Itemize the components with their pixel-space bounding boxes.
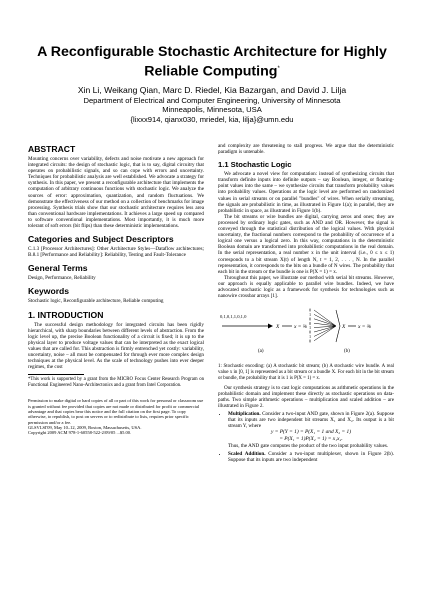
footnote <box>28 377 204 388</box>
multiplication-label: Multiplication. <box>228 410 261 417</box>
scaled-addition-label: Scaled Addition. <box>228 451 266 458</box>
bundle-bit-label: 0 <box>309 307 312 313</box>
figure-1 <box>218 302 394 362</box>
bundle-bit-label: 1 <box>309 334 312 340</box>
author-block <box>30 86 394 124</box>
copyright-block <box>28 398 204 435</box>
scaled-addition-text: Consider a two-input multiplexer, shown in Figure 2(b). Suppose that its inputs are two independent <box>228 451 394 464</box>
paper-title <box>30 44 394 81</box>
section-1-1-heading: 1.1 Stochastic Logic <box>218 160 292 170</box>
bundle-bit-label: 0 <box>309 320 312 326</box>
section-1-1-para-4: Our synthesis strategy is to cast logic computations as arithmetic operations in the probabilistic domain and implement these directly as stochastic operations on data-paths. Two simple arithmetic operations – multiplication and scaled addition – are illustrated in Figure 2. <box>218 384 394 409</box>
figure-1a-x-label: X <box>276 324 280 331</box>
intro-continuation: and complexity are threatening to stall progress. We argue that the deterministic paradigm is untenable. <box>218 143 394 156</box>
figure-1b-bundle <box>309 308 356 344</box>
figure-1-caption <box>218 364 394 381</box>
multiplication-after: Thus, the AND gate computes the product of the two input probability values. <box>228 443 389 450</box>
author-names: Xin Li, Weikang Qian, Marc D. Riedel, Kia Bazargan, and David J. Lilja <box>77 85 347 95</box>
figure-1a-stream: 0,1,0,1,1,0,1,0 <box>220 314 247 320</box>
figure-1b-sublabel: (b) <box>344 349 350 355</box>
bundle-bit-label: 1 <box>309 312 312 318</box>
section-1-1-para-3: Throughout this paper, we illustrate our method with serial bit streams. However, our approach is equally applicable to parallel wire bundles. Indeed, we have advocated stochastic logic as a framework for synthesis for technologies such as nanowire crossbar arrays [1]. <box>218 274 394 300</box>
bundle-bit-label: 1 <box>309 325 312 331</box>
equation-1: y = P(Y = 1) = P(X₁ = 1 and X₂ = 1) <box>270 429 352 436</box>
categories-heading: Categories and Subject Descriptors <box>28 234 174 245</box>
equation-2: = P(X₁ = 1)P(X₂ = 1) = x₁x₂. <box>279 436 343 443</box>
figure-1-caption-text: 1: Stochastic encoding: (a) A stochastic bit stream; (b) A stochastic wire bundle. A real value x in [0, 1] is represented as a bit stream or a bundle X. For each bit in the bit stream or bundle, the probability that it is 1 is P(X = 1) = x. <box>218 364 394 381</box>
author-emails: {lixxx914, qianx030, mriedel, kia, lilja}@umn.edu <box>130 114 294 124</box>
general-terms-heading: General Terms <box>28 263 88 274</box>
figure-1b-equation: x = ⅜ <box>358 324 371 331</box>
figure-1-drawing <box>218 302 394 360</box>
left-column <box>28 144 204 436</box>
introduction-heading: 1. INTRODUCTION <box>28 309 104 320</box>
section-1-1-para-1: We advocate a novel view for computation: instead of synthesizing circuits that transform definite inputs into definite outputs – say Boolean, integer, or floating-point values into the same – we synthesize circuits that transform probability values into probability values. Operations at the logic level are performed on randomized values in serial streams or on parallel "bundles" of wires. When serially streaming, the signals are probabilistic in time, as illustrated in Figure 1(a); in parallel, they are probabilistic in space, as illustrated in Figure 1(b). <box>218 171 394 214</box>
list-item-scaled-addition <box>228 451 394 463</box>
keywords-text: Stochastic logic, Reconfigurable architecture, Reliable computing <box>28 298 164 305</box>
bundle-wire <box>314 319 336 326</box>
figure-1b-x-label: X <box>342 324 346 331</box>
general-terms-text: Design, Performance, Reliability <box>28 275 96 282</box>
title-footnote-mark: * <box>277 66 280 72</box>
introduction-text: The successful design methodology for integrated circuits has been rigidly hierarchical, with sharp boundaries between different levels of abstraction. From the logic level up, the precise Boolean functionality of a circuit is fixed; it is up to the physical layer to produce voltage values that can be interpreted as the exact logical values that are called for. This abstraction is firmly entrenched yet costly: variability, uncertainty, noise – all must be compensated for through ever more complex design techniques at the physical level. As the scale of technology pushes into ever deeper regimes, the cost <box>28 321 204 371</box>
right-column <box>218 143 394 465</box>
copyright-rights: Copyright 2009 ACM 978-1-60558-522-2/09/05 ...$5.00. <box>28 430 132 436</box>
categories-text: C.1.3 [Processor Architectures]: Other Architecture Styles—Dataflow architectures; B.8.1 [Performance and Reliability]: Reliability, Testing and Fault-Tolerance <box>28 246 204 259</box>
bundle-bit-label: 0 <box>309 316 312 322</box>
figure-1a-equation: x = ⅝ <box>294 324 307 331</box>
figure-1a-arrow <box>268 324 273 329</box>
affiliation-city: Minneapolis, Minnesota, USA <box>162 105 262 115</box>
bundle-wire <box>314 315 336 327</box>
affiliation: Department of Electrical and Computer Engineering, University of Minnesota <box>83 96 341 106</box>
list-item-multiplication <box>228 411 394 449</box>
abstract-text: Mounting concerns over variability, defects and noise motivate a new approach for integrated circuits: the design of stochastic logic, that is to say, digital circuitry that operates on probabilistic signals, and so can cope with errors and uncertainty. Techniques for probabilistic analysis are well established. We advocate a strategy for synthesis. In this paper, we present a reconfigurable architecture that implements the computation of arbitrary continuous functions with stochastic logic. We analyze the sources of error: approximation, quantization, and random fluctuations. We demonstrate the effectiveness of our method on a collection of benchmarks for image processing. Synthesis trials show that our stochastic architecture requires less area than conventional hardware implementations. It achieves a large speed up compared to software conventional implementations. Most importantly, it is much more tolerant of soft errors (bit flips) than these deterministic implementations. <box>28 156 204 230</box>
section-1-1-para-2: The bit streams or wire bundles are digital, carrying zeros and ones; they are processed by ordinary logic gates, such as AND and OR. However, the signal is conveyed through the statistical distribution of the logical values. With physical uncertainty, the fractional numbers correspond to the probability of occurrence of a logical one versus a logical zero. In this way, computations in the deterministic Boolean domain are transformed into probabilistic computations in the real domain. In the serial representation, a real number x in the unit interval (i.e., 0 ≤ x ≤ 1) corresponds to a bit stream X(t) of length N, t = 1, 2, . . . , N. In the parallel representation, it corresponds to the bits on a bundle of N wires. The probability that each bit in the stream or the bundle is one is P(X = 1) = x. <box>218 213 394 275</box>
bundle-bit-label: 0 <box>309 329 312 335</box>
copyright-permission: Permission to make digital or hard copies of all or part of this work for personal or classroom use is granted without fee provided that copies are not made or distributed for profit or commercial advantage and that copies bear this notice and the full citation on the first page. To copy otherwise, to republish, to post on servers or to redistribute to lists, requires prior specific permission and/or a fee. <box>28 398 204 425</box>
footnote-text: *This work is supported by a grant from the MICRO Focus Center Research Program on Functional Engineered Nano-Architectonics and a grant from Intel Corporation. <box>28 377 204 388</box>
title-line-1: A Reconfigurable Stochastic Architecture for Highly <box>37 44 387 60</box>
bundle-wire <box>314 326 336 341</box>
figure-1a-sublabel: (a) <box>258 349 264 355</box>
footnote-rule <box>28 374 84 375</box>
keywords-heading: Keywords <box>28 286 70 297</box>
bundle-bit-label: 0 <box>309 338 312 344</box>
copyright-venue: GLSVLSI'09, May 10–12, 2009, Boston, Massachusetts, USA. <box>28 424 142 430</box>
bundle-brace <box>336 310 340 342</box>
multiplication-text: Consider a two-input AND gate, shown in Figure 2(a). Suppose that its inputs are two independent bit streams X₁ and X₂. Its output is a bit stream Y, where <box>228 410 394 430</box>
operations-list <box>218 411 394 464</box>
abstract-heading: ABSTRACT <box>28 144 76 154</box>
title-line-2: Reliable Computing <box>144 63 278 80</box>
